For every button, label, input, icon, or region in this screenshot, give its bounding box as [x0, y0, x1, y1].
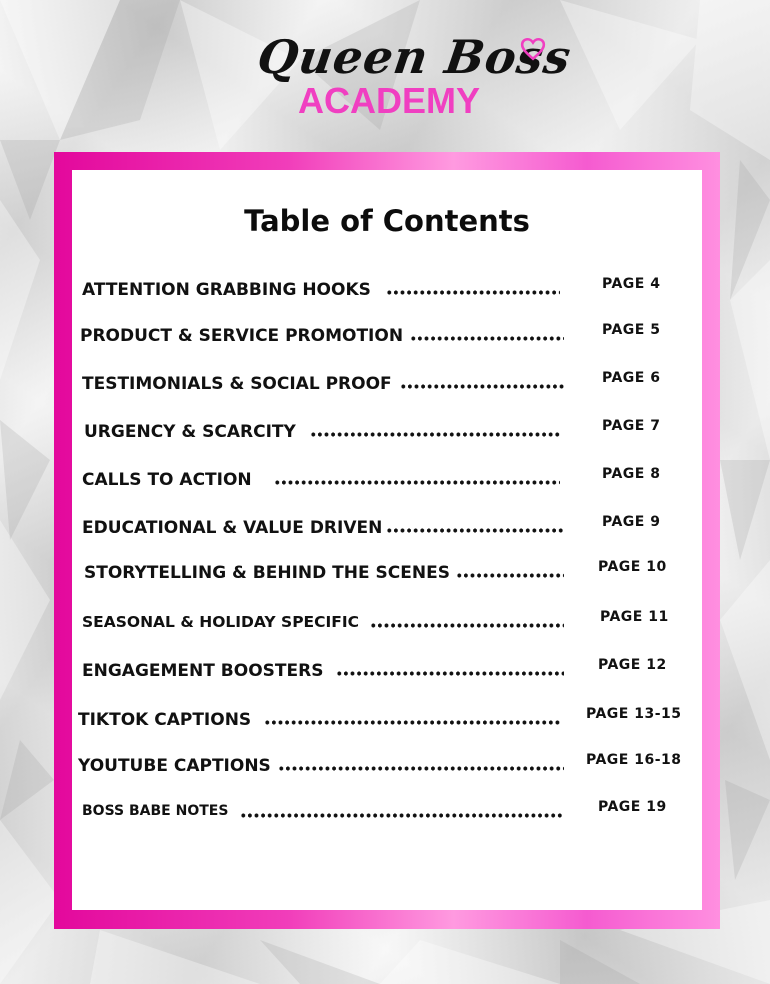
toc-entry	[72, 559, 702, 593]
toc-entry	[72, 706, 702, 740]
dot-leader	[274, 480, 560, 485]
toc-entry-page: PAGE 8	[602, 466, 661, 482]
toc-entry	[72, 657, 702, 691]
toc-entry-title: TIKTOK CAPTIONS	[78, 710, 252, 730]
toc-entry-page: PAGE 9	[602, 514, 661, 530]
toc-entry-page: PAGE 19	[598, 799, 667, 815]
page-title: Table of Contents	[244, 204, 530, 238]
dot-leader	[278, 766, 564, 771]
toc-panel	[72, 170, 702, 910]
toc-entry	[72, 752, 702, 786]
toc-entry-page: PAGE 12	[598, 657, 667, 673]
toc-entry-title: STORYTELLING & BEHIND THE SCENES	[84, 563, 450, 583]
logo-academy-text: ACADEMY	[298, 80, 481, 121]
dot-leader	[400, 384, 564, 389]
toc-entry-page: PAGE 16-18	[586, 752, 682, 768]
dot-leader	[370, 623, 564, 628]
toc-entry-title: PRODUCT & SERVICE PROMOTION	[80, 326, 404, 346]
toc-entry-page: PAGE 13-15	[586, 706, 682, 722]
dot-leader	[240, 813, 564, 818]
pink-frame	[54, 152, 720, 929]
toc-entry	[72, 418, 702, 452]
toc-entry-page: PAGE 5	[602, 322, 661, 338]
toc-entry-title: EDUCATIONAL & VALUE DRIVEN	[82, 518, 383, 538]
toc-entry-title: CALLS TO ACTION	[82, 470, 252, 490]
toc-entry-title: TESTIMONIALS & SOCIAL PROOF	[82, 374, 392, 394]
toc-entry-title: SEASONAL & HOLIDAY SPECIFIC	[82, 613, 360, 631]
dot-leader	[456, 573, 564, 578]
toc-entry	[72, 609, 702, 643]
toc-entry-page: PAGE 7	[602, 418, 661, 434]
toc-entry-title: YOUTUBE CAPTIONS	[78, 756, 271, 776]
toc-entry	[72, 466, 702, 500]
dot-leader	[386, 528, 564, 533]
toc-entry	[72, 370, 702, 404]
dot-leader	[386, 290, 560, 295]
dot-leader	[336, 671, 564, 676]
dot-leader	[410, 336, 564, 341]
heart-icon	[520, 36, 546, 62]
toc-entry-page: PAGE 4	[602, 276, 661, 292]
toc-entry-page: PAGE 6	[602, 370, 661, 386]
toc-entry	[72, 276, 702, 310]
toc-entry-title: ATTENTION GRABBING HOOKS	[82, 280, 371, 300]
logo-script-text: Queen Boss	[254, 30, 575, 84]
toc-entry-title: BOSS BABE NOTES	[82, 803, 229, 819]
dot-leader	[264, 720, 560, 725]
toc-entry	[72, 514, 702, 548]
toc-entry	[72, 322, 702, 356]
dot-leader	[310, 432, 560, 437]
toc-entry-title: ENGAGEMENT BOOSTERS	[82, 661, 324, 681]
toc-entry-page: PAGE 11	[600, 609, 669, 625]
toc-entry-title: URGENCY & SCARCITY	[84, 422, 296, 442]
toc-entry	[72, 799, 702, 833]
brand-logo	[250, 30, 575, 130]
toc-entry-page: PAGE 10	[598, 559, 667, 575]
